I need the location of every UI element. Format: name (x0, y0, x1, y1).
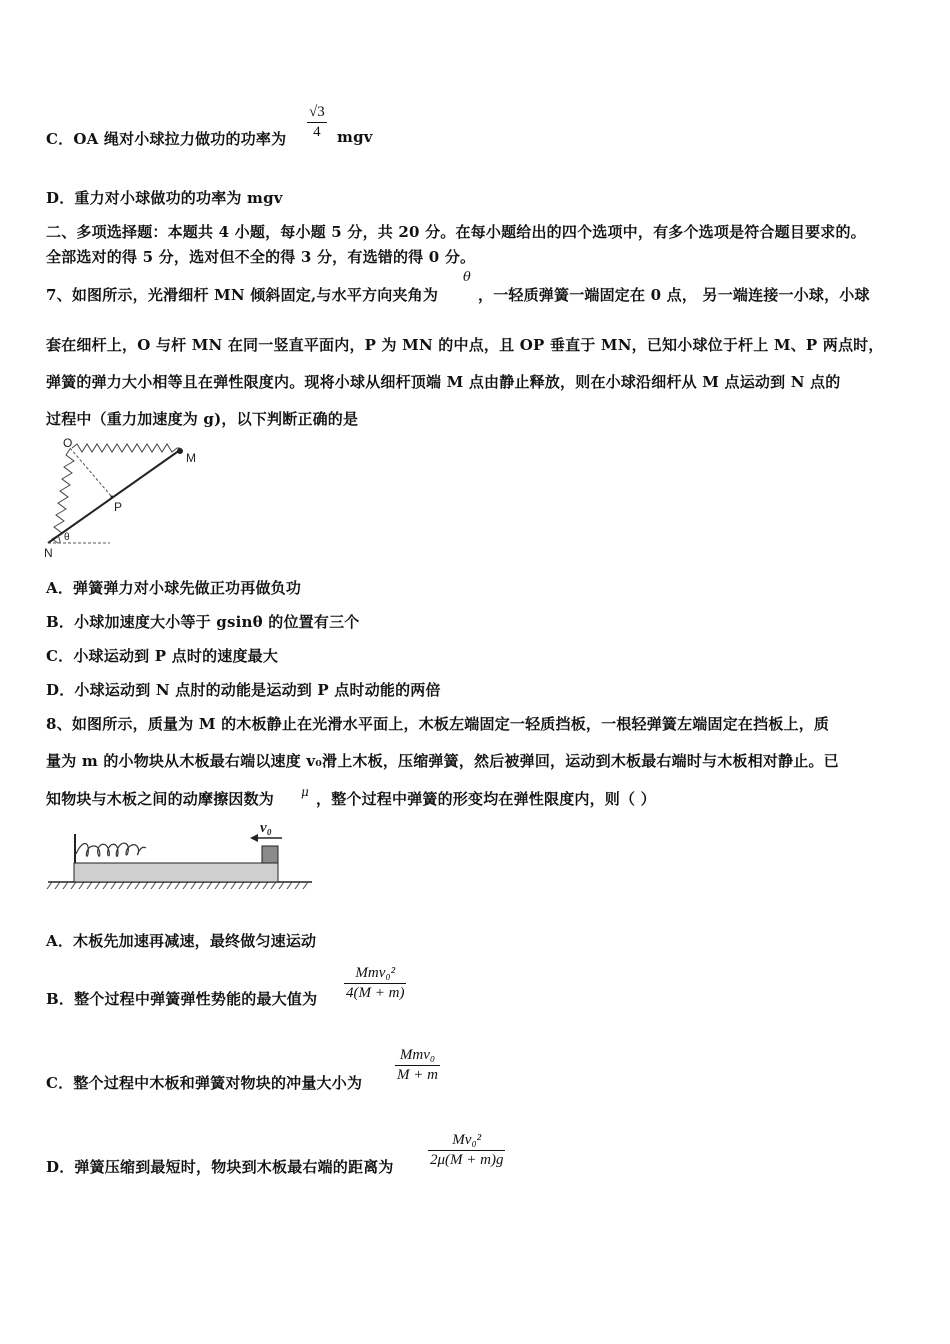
arrow-head-icon (250, 834, 258, 842)
label-theta: θ (64, 532, 70, 543)
q8-option-b-text: B．整个过程中弹簧弹性势能的最大值为 (46, 990, 318, 1008)
label-v0: v₀ (260, 820, 272, 836)
q7-option-c: C．小球运动到 P 点时的速度最大 (46, 647, 279, 665)
q7-figure (40, 435, 215, 560)
fraction-denominator: 4 (313, 124, 321, 140)
q7-option-a: A．弹簧弹力对小球先做正功再做负功 (46, 579, 302, 597)
spring-on (52, 449, 74, 543)
q8-option-b-fraction (344, 965, 406, 1002)
label-n: N (44, 546, 53, 560)
q8-option-c-text: C．整个过程中木板和弹簧对物块的冲量大小为 (46, 1074, 363, 1092)
section2-line2: 全部选对的得 5 分，选对但不全的得 3 分，有选错的得 0 分。 (46, 248, 476, 266)
q8-stem-line3a: 知物块与木板之间的动摩擦因数为 (46, 790, 275, 808)
fraction-numerator: √3 (309, 104, 325, 120)
fraction-numerator: Mmv₀ (399, 1047, 436, 1063)
q8-stem-line2: 量为 m 的小物块从木板最右端以速度 v₀滑上木板，压缩弹簧，然后被弹回，运动到木板最右端时与木板相对静止。已 (46, 752, 839, 770)
dashed-op (70, 448, 112, 497)
spring (76, 843, 146, 856)
label-o: O (63, 436, 73, 450)
ground-hatching (47, 882, 308, 889)
q8-mu-symbol: μ (301, 785, 309, 799)
fraction-numerator: Mv₀² (452, 1132, 482, 1148)
q8-stem-line3b: ，整个过程中弹簧的形变均在弹性限度内，则（ ） (316, 790, 656, 808)
fraction-denominator: M + m (397, 1067, 438, 1083)
q7-option-b: B．小球加速度大小等于 gsinθ 的位置有三个 (46, 613, 360, 631)
angle-arc (58, 536, 60, 543)
fraction-denominator: 2μ(M + m)g (430, 1152, 504, 1168)
q7-stem-line3: 弹簧的弹力大小相等且在弹性限度内。现将小球从细杆顶端 M 点由静止释放，则在小球沿细杆从 M 点运动到 N 点的 (46, 373, 841, 391)
q6-option-c-fraction (307, 104, 327, 141)
q6-option-c-suffix: mgv (337, 128, 373, 146)
q8-option-d-text: D．弹簧压缩到最短时，物块到木板最右端的距离为 (46, 1158, 394, 1176)
spring-om (72, 444, 180, 452)
label-m: M (186, 451, 196, 465)
label-p: P (114, 500, 123, 514)
q7-option-d: D．小球运动到 N 点肘的动能是运动到 P 点时动能的两倍 (46, 681, 441, 699)
q7-theta-symbol: θ (463, 270, 472, 285)
fraction-numerator: Mmv₀² (355, 965, 396, 981)
fraction-denominator: 4(M + m) (346, 985, 405, 1001)
q7-stem-line1a: 7、如图所示，光滑细杆 MN 倾斜固定,与水平方向夹角为 (46, 286, 439, 304)
q7-stem-line4: 过程中（重力加速度为 g)，以下判断正确的是 (46, 410, 359, 428)
q8-option-d-fraction (428, 1132, 505, 1169)
q8-stem-line1: 8、如图所示，质量为 M 的木板静止在光滑水平面上，木板左端固定一轻质挡板，一根轻弹簧左端固定在挡板上，质 (46, 715, 830, 733)
wooden-board (74, 863, 278, 882)
point-p (111, 496, 114, 499)
q8-option-c-fraction (395, 1047, 440, 1084)
q6-option-c-text: C．OA 绳对小球拉力做功的功率为 (46, 130, 287, 148)
q8-figure (46, 818, 316, 896)
section2-line1: 二、多项选择题：本题共 4 小题，每小题 5 分，共 20 分。在每小题给出的四个选项中，有多个选项是符合题目要求的。 (46, 223, 866, 241)
small-block (262, 846, 278, 863)
q7-stem-line2: 套在细杆上，O 与杆 MN 在同一竖直平面内，P 为 MN 的中点，且 OP 垂直于 MN，已知小球位于杆上 M、P 两点时， (46, 336, 884, 354)
q8-option-a: A．木板先加速再减速，最终做匀速运动 (46, 932, 317, 950)
ball-m (177, 448, 183, 454)
q7-stem-line1b: ，一轻质弹簧一端固定在 0 点， 另一端连接一小球，小球 (478, 286, 870, 304)
q6-option-d: D．重力对小球做功的功率为 mgv (46, 189, 283, 207)
